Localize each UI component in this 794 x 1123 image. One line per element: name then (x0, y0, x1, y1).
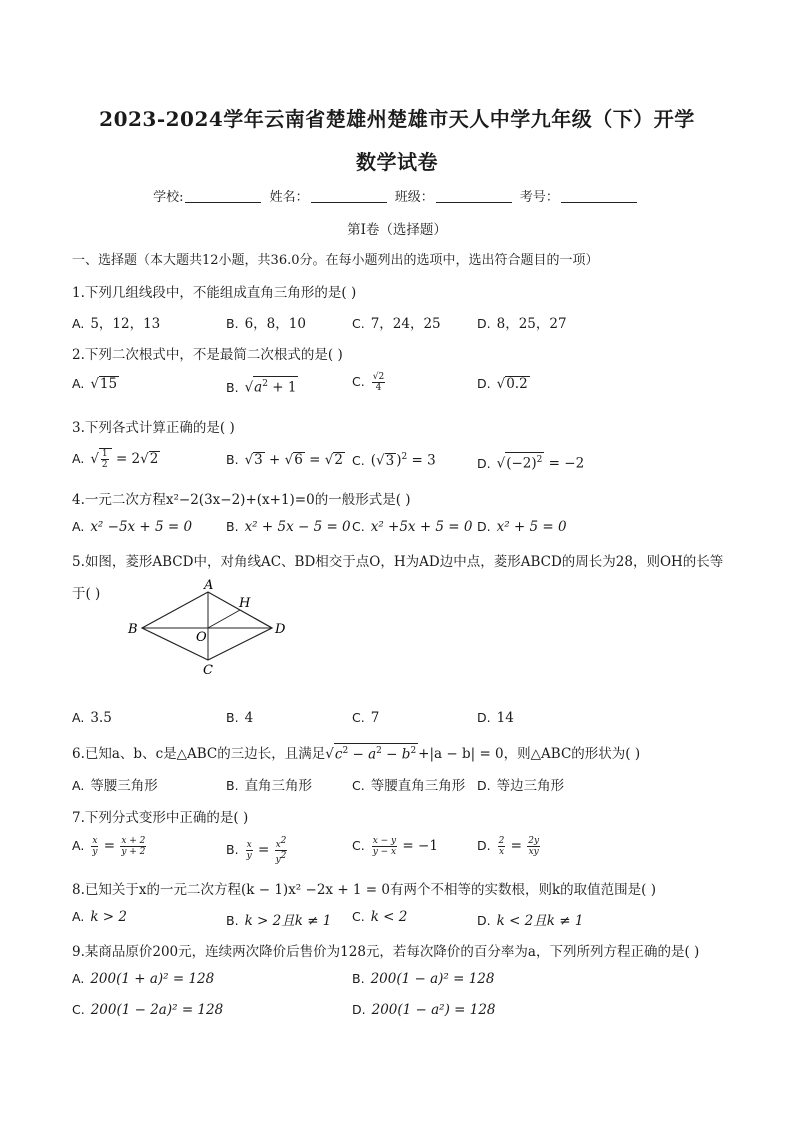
option-label: B. (226, 778, 239, 793)
q3-option-c[interactable]: C. (√3 )$^2$ = 3 (352, 452, 436, 469)
school-label: 学校: (153, 190, 184, 205)
q2-option-a[interactable]: A. √15 (72, 376, 118, 392)
q6-option-d[interactable] (477, 774, 564, 794)
q9-option-b[interactable] (352, 971, 494, 987)
option-label: B. (352, 971, 365, 986)
question-2-stem: 2.下列二次根式中，不是最简二次根式的是( ) (72, 347, 343, 363)
option-text: x² + 5x − 5 = 0 (244, 519, 351, 535)
option-label: A. (72, 519, 85, 534)
option-text: 等边三角形 (496, 778, 565, 794)
rhombus-outline (142, 592, 272, 660)
q6-option-c[interactable] (352, 774, 465, 794)
school-blank[interactable] (185, 190, 261, 203)
option-label: C. (352, 778, 365, 793)
option-label: C. (352, 909, 365, 924)
q4-option-b[interactable] (226, 519, 351, 535)
option-text: 200(1 − a)² = 128 (370, 971, 495, 987)
point-label-d: D (275, 622, 286, 637)
q6-option-b[interactable] (226, 774, 312, 794)
q8-option-a[interactable] (72, 909, 127, 925)
option-label: A. (72, 316, 85, 331)
option-text: x² −5x + 5 = 0 (90, 519, 193, 535)
q5-option-b[interactable] (226, 710, 253, 726)
option-text: x² + 5 = 0 (496, 519, 567, 535)
option-label: D. (477, 838, 491, 853)
option-label: B. (226, 842, 239, 857)
question-7-stem: 7.下列分式变形中正确的是( ) (72, 810, 249, 826)
question-9-stem: 9.某商品原价200元，连续两次降价后售价为128元，若每次降价的百分率为a，下列所列方程正确的是( ) (72, 944, 700, 960)
point-label-b: B (128, 622, 138, 637)
exam-title-line2: 数学试卷 (356, 150, 438, 174)
q3-option-d[interactable]: D. $√(-2)^2 = -2$ (477, 452, 584, 472)
point-label-c: C (203, 663, 213, 678)
q7-option-c[interactable]: C. $\frac{x - y}{y - x}$ = −1 (352, 836, 438, 857)
option-label: A. (72, 909, 85, 924)
segment-oh (208, 610, 240, 628)
option-label: B. (226, 913, 239, 928)
q8-option-c[interactable] (352, 909, 407, 925)
q3-option-a[interactable]: A. √ $\frac{1}{2}$ = 2√2 (72, 449, 159, 470)
option-label: D. (477, 519, 491, 534)
question-5-stem-cont: 于( ) (72, 586, 101, 602)
option-label: B. (226, 452, 239, 467)
q4-option-a[interactable] (72, 519, 192, 535)
q8-option-d[interactable] (477, 909, 583, 929)
option-label: D. (477, 376, 491, 391)
q2-option-c[interactable]: C. $\frac{√2}{4}$ (352, 372, 385, 393)
option-label: B. (226, 519, 239, 534)
option-text: 6，8，10 (244, 316, 306, 332)
option-label: A. (72, 451, 85, 466)
q7-option-a[interactable]: A. $\frac{x}{y}$ = $\frac{x + 2}{y + 2}$ (72, 836, 146, 857)
option-text: 14 (496, 710, 514, 726)
option-text: 直角三角形 (244, 778, 313, 794)
option-label: D. (477, 455, 491, 471)
option-text: 等腰直角三角形 (370, 778, 466, 794)
option-text: 4 (244, 710, 254, 726)
q9-option-d[interactable] (352, 1002, 496, 1018)
point-label-o: O (196, 630, 207, 645)
option-text: 3.5 (90, 710, 112, 726)
q5-option-a[interactable] (72, 710, 112, 726)
q3-option-b[interactable]: B. √3 + √6 = √2 (226, 452, 343, 468)
point-label-a: A (204, 578, 214, 593)
option-text: 200(1 − 2a)² = 128 (90, 1002, 224, 1018)
name-blank[interactable] (311, 190, 387, 203)
option-label: C. (352, 452, 365, 468)
option-label: C. (352, 374, 365, 389)
option-text: 200(1 − a²) = 128 (371, 1002, 496, 1018)
option-label: D. (477, 913, 491, 928)
q6-option-a[interactable] (72, 774, 158, 794)
name-label: 姓名： (269, 190, 309, 205)
id-label: 考号： (519, 190, 559, 205)
option-label: A. (72, 971, 85, 986)
exam-title-line1: 2023-2024学年云南省楚雄州楚雄市天人中学九年级（下）开学 (99, 107, 695, 131)
option-label: C. (352, 838, 365, 853)
q9-option-a[interactable] (72, 971, 214, 987)
question-5-stem: 5.如图，菱形ABCD中，对角线AC、BD相交于点O，H为AD边中点，菱形ABCD的周长为28，则OH的长等 (72, 554, 724, 570)
q8-option-b[interactable] (226, 909, 331, 929)
option-label: C. (352, 710, 365, 725)
student-info-row (0, 186, 794, 205)
question-1-stem: 1.下列几组线段中，不能组成直角三角形的是( ) (72, 285, 357, 301)
q1-option-c[interactable] (352, 312, 441, 332)
class-blank[interactable] (436, 190, 512, 203)
option-text: k < 2 (370, 909, 408, 925)
option-text: k > 2且k ≠ 1 (244, 913, 332, 929)
question-8-stem: 8.已知关于x的一元二次方程(k − 1)x² −2x + 1 = 0有两个不相等的实数根，则k的取值范围是( ) (72, 882, 656, 898)
id-blank[interactable] (561, 190, 637, 203)
q7-option-d[interactable]: D. $\frac{2}{x}$ = $\frac{2y}{xy}$ (477, 836, 540, 857)
option-text: 8，25，27 (496, 316, 567, 332)
q1-option-b[interactable] (226, 312, 306, 332)
rhombus-figure (120, 578, 300, 678)
option-label: B. (226, 379, 239, 395)
question-6-stem: 6.已知a、b、c是△ABC的三边长，且满足$√c^2 - a^2 - b^2 +|a - b| = 0$，则△ABC的形状为( ) (72, 742, 640, 762)
option-label: B. (226, 316, 239, 331)
option-label: C. (352, 519, 365, 534)
q7-option-b[interactable]: B. $\frac{x}{y}$ = $\frac{x^2}{y^2}$ (226, 836, 287, 865)
q1-option-d[interactable] (477, 312, 567, 332)
option-text: 等腰三角形 (90, 778, 158, 794)
q9-option-c[interactable] (72, 1002, 223, 1018)
q2-option-d[interactable]: D. √0.2 (477, 376, 528, 392)
option-text: 200(1 + a)² = 128 (90, 971, 215, 987)
q4-option-d[interactable] (477, 519, 567, 535)
option-label: D. (352, 1002, 366, 1017)
option-text: 7，24，25 (370, 316, 441, 332)
option-text: x² +5x + 5 = 0 (370, 519, 473, 535)
option-text: k > 2 (90, 909, 127, 925)
option-label: C. (72, 1002, 85, 1017)
option-label: D. (477, 710, 491, 725)
option-label: B. (226, 710, 239, 725)
option-label: A. (72, 778, 85, 793)
section-title: 一、选择题（本大题共12小题，共36.0分。在每小题列出的选项中，选出符合题目的一项） (72, 253, 599, 268)
option-text: 5，12，13 (90, 316, 161, 332)
option-label: A. (72, 376, 85, 391)
question-3-stem: 3.下列各式计算正确的是( ) (72, 420, 235, 436)
option-label: A. (72, 710, 85, 725)
option-label: A. (72, 838, 85, 853)
option-text: 7 (370, 710, 380, 726)
q4-option-c[interactable] (352, 519, 473, 535)
point-label-h: H (239, 596, 251, 611)
volume-title: 第Ⅰ卷（选择题） (347, 222, 447, 238)
q6-stem-part2: +|a − b| = 0，则△ABC的形状为( ) (418, 746, 641, 762)
option-label: D. (477, 316, 491, 331)
option-label: D. (477, 778, 491, 793)
option-label: C. (352, 316, 365, 331)
option-text: k < 2且k ≠ 1 (496, 913, 584, 929)
q1-option-a[interactable] (72, 312, 160, 332)
question-4-stem: 4.一元二次方程x²−2(3x−2)+(x+1)=0的一般形式是( ) (72, 492, 411, 508)
q6-stem-part1: 6.已知a、b、c是△ABC的三边长，且满足 (72, 746, 326, 762)
q2-option-b[interactable]: B. $√a^2 + 1$ (226, 376, 298, 396)
class-label: 班级： (394, 190, 434, 205)
q5-option-d[interactable] (477, 710, 514, 726)
q5-option-c[interactable] (352, 710, 379, 726)
